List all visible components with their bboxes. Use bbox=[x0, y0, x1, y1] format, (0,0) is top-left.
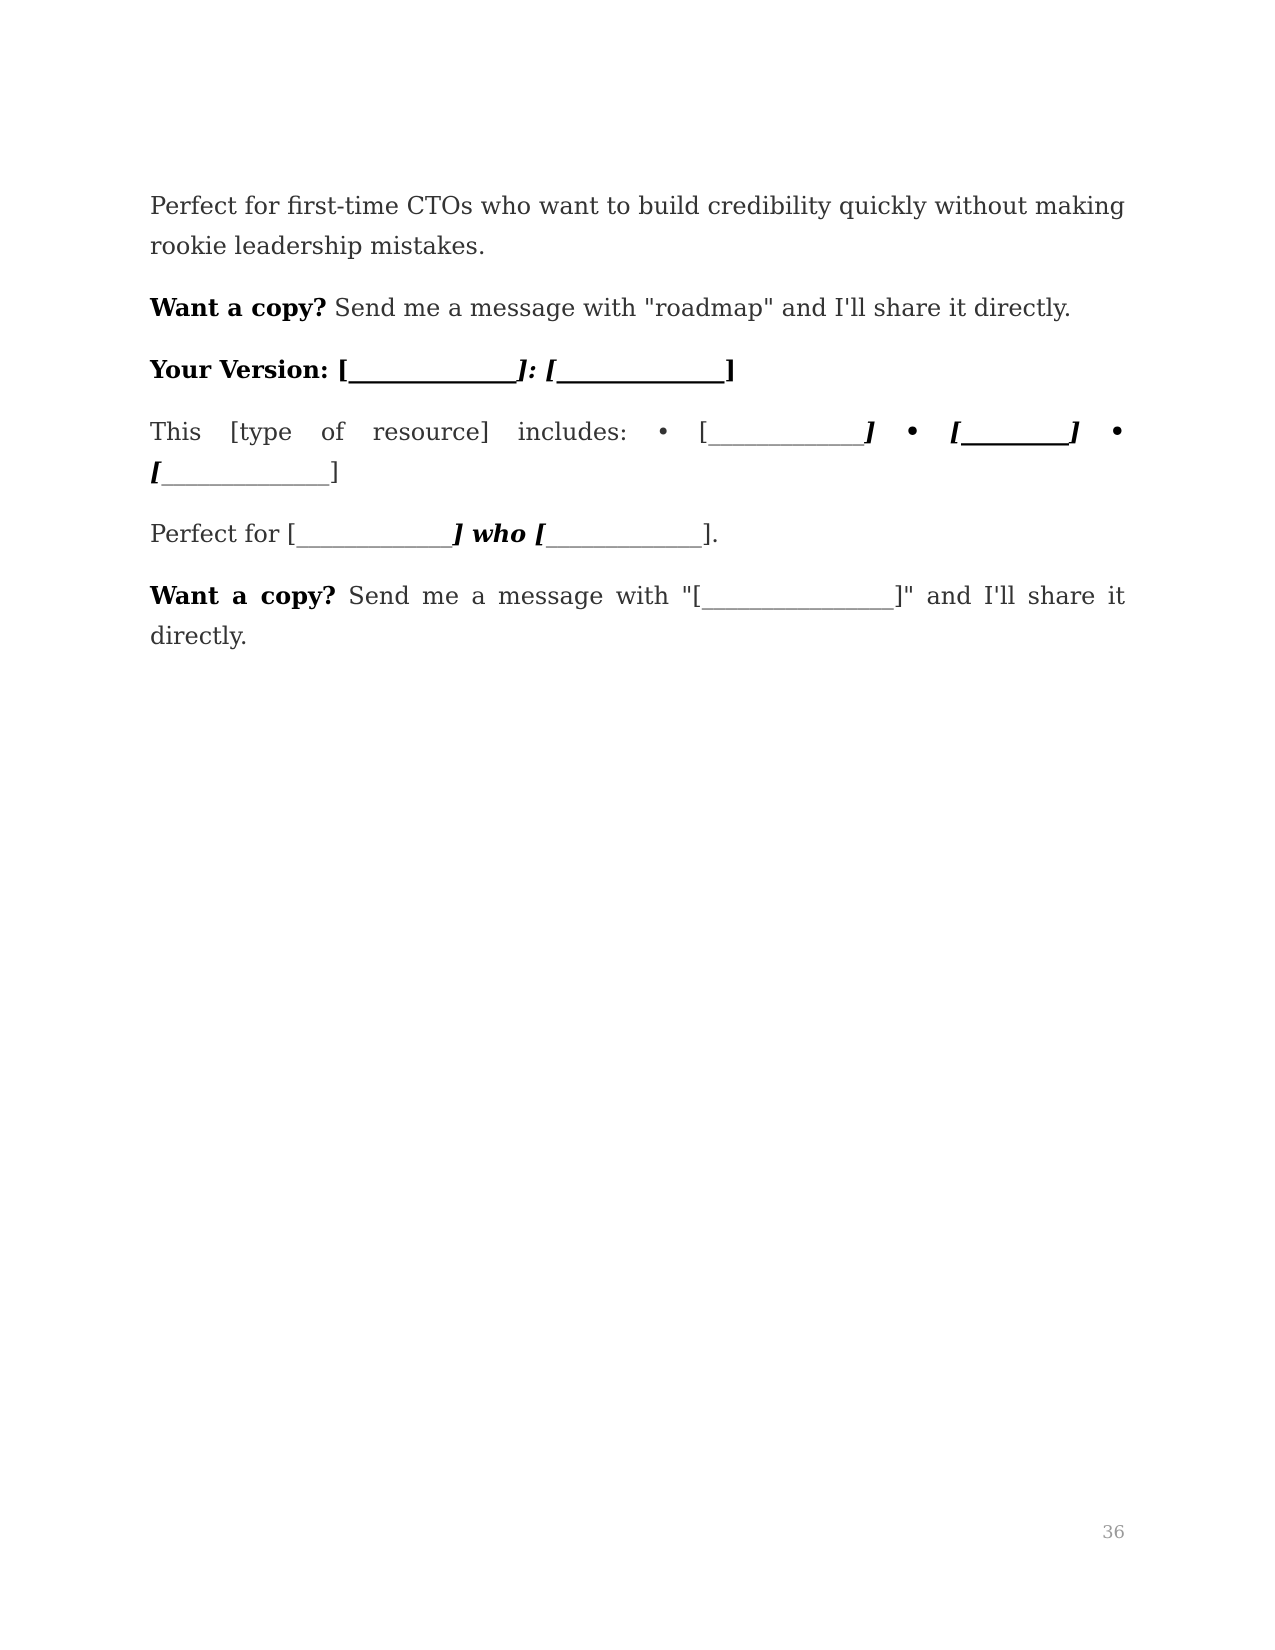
want-copy-template-before: Send me a message with "[ bbox=[335, 582, 702, 610]
your-version-prefix: Your Version: [ bbox=[150, 355, 349, 384]
item-1-close: ] bbox=[864, 417, 876, 446]
bullet-1: • bbox=[656, 418, 671, 446]
your-version-suffix: ] bbox=[724, 355, 736, 384]
paragraph-perfect-for-template bbox=[150, 514, 1125, 554]
your-version-mid: ]: [ bbox=[516, 355, 557, 384]
paragraph-want-copy-roadmap bbox=[150, 288, 1125, 328]
item-2-open: [ bbox=[949, 417, 961, 446]
perfect-for-mid: ] who [ bbox=[452, 519, 546, 548]
want-copy-template-after: ]" and I'll share it directly. bbox=[150, 582, 1126, 650]
want-copy-template-label: Want a copy? bbox=[150, 581, 336, 610]
perfect-for-blank-1: _____________ bbox=[296, 520, 453, 548]
paragraph-want-copy-template bbox=[150, 576, 1125, 656]
item-3-close: ] bbox=[329, 458, 339, 486]
page-number: 36 bbox=[1102, 1522, 1125, 1543]
document-body bbox=[150, 186, 1125, 678]
item-2-blank: _________ bbox=[960, 417, 1069, 446]
your-version-blank-1: ______________ bbox=[348, 355, 517, 384]
paragraph-intro bbox=[150, 186, 1125, 266]
perfect-for-prefix: Perfect for [ bbox=[150, 520, 297, 548]
want-copy-label: Want a copy? bbox=[150, 293, 327, 322]
bullet-3: • bbox=[1080, 417, 1125, 446]
paragraph-your-version bbox=[150, 350, 1125, 390]
perfect-for-blank-2: _____________ bbox=[545, 520, 702, 548]
item-3-blank: ______________ bbox=[161, 458, 330, 486]
item-1-blank: _____________ bbox=[708, 418, 865, 446]
resource-intro: This [type of resource] includes: bbox=[150, 418, 657, 446]
want-copy-template-blank: ________________ bbox=[701, 582, 894, 610]
item-3-open: [ bbox=[150, 457, 162, 486]
paragraph-resource-includes bbox=[150, 412, 1125, 492]
item-1-open: [ bbox=[670, 418, 709, 446]
intro-text: Perfect for first-time CTOs who want to build credibility quickly without making rookie leadership mistakes. bbox=[150, 192, 1125, 260]
bullet-2: • bbox=[875, 417, 950, 446]
item-2-close: ] bbox=[1068, 417, 1081, 446]
your-version-blank-2: ______________ bbox=[556, 355, 725, 384]
want-copy-text: Send me a message with "roadmap" and I'll share it directly. bbox=[326, 294, 1072, 322]
perfect-for-suffix: ]. bbox=[701, 520, 719, 548]
